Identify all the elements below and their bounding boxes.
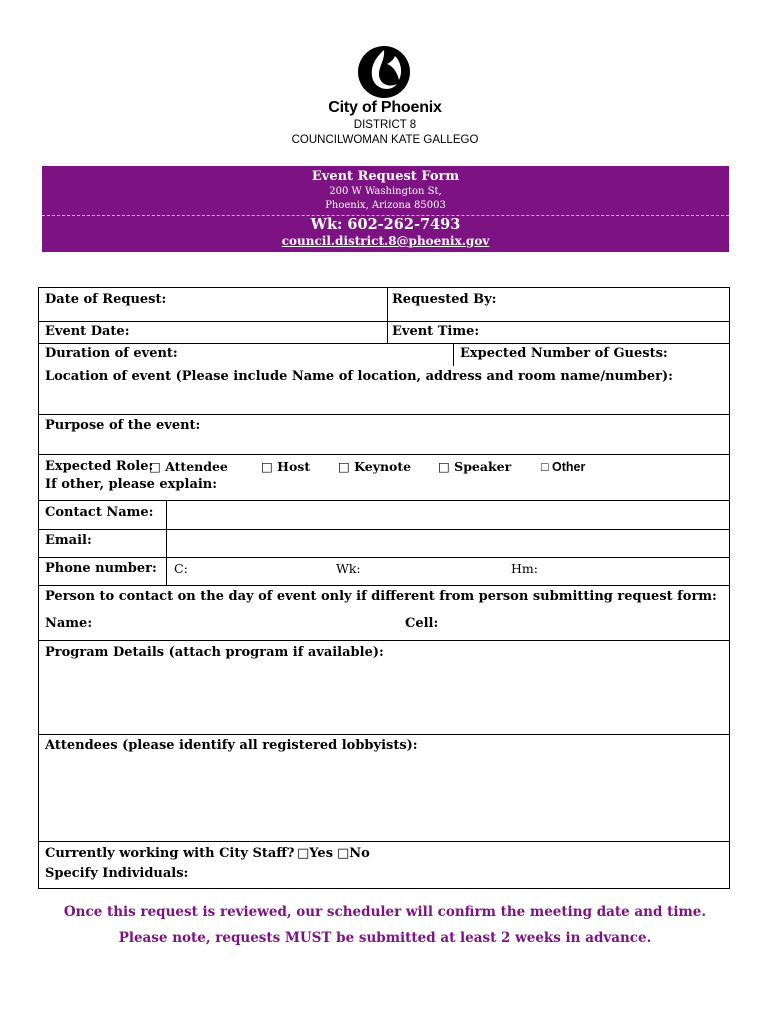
phone-home-field[interactable]: Hm: xyxy=(511,561,538,576)
program-details-field[interactable]: Program Details (attach program if available): xyxy=(45,645,384,660)
event-time-field[interactable]: Event Time: xyxy=(392,324,480,339)
phone-cell-field[interactable]: C: xyxy=(174,561,188,576)
contact-name-label: Contact Name: xyxy=(45,505,154,520)
requested-by-field[interactable]: Requested By: xyxy=(392,292,497,307)
day-of-contact-label: Person to contact on the day of event only if different from person submitting request form: xyxy=(45,589,717,604)
phoenix-bird-logo xyxy=(355,42,413,100)
phone-number-label: Phone number: xyxy=(45,561,157,576)
expected-guests-field[interactable]: Expected Number of Guests: xyxy=(460,346,668,361)
city-staff-yes-checkbox[interactable]: □Yes xyxy=(297,846,334,861)
event-request-form xyxy=(38,287,730,889)
day-contact-cell-field[interactable]: Cell: xyxy=(405,616,439,631)
role-other-checkbox[interactable]: □ Other xyxy=(541,460,586,474)
location-field[interactable]: Location of event (Please include Name of location, address and room name/number): xyxy=(45,369,673,384)
form-title: Event Request Form xyxy=(311,169,460,184)
address-line-2: Phoenix, Arizona 85003 xyxy=(325,200,446,211)
org-name: City of Phoenix xyxy=(328,99,442,116)
office-phone: Wk: 602-262-7493 xyxy=(310,216,461,233)
office-email-link[interactable]: council.district.8@phoenix.gov xyxy=(281,234,490,248)
role-keynote-checkbox[interactable]: □ Keynote xyxy=(338,459,412,474)
day-contact-name-field[interactable]: Name: xyxy=(45,616,93,631)
city-staff-no-checkbox[interactable]: □No xyxy=(337,846,370,861)
expected-role-label: Expected Role: xyxy=(45,459,154,474)
purpose-field[interactable]: Purpose of the event: xyxy=(45,418,201,433)
role-attendee-checkbox[interactable]: □ Attendee xyxy=(149,459,228,474)
contact-banner xyxy=(42,166,729,252)
specify-individuals-field[interactable]: Specify Individuals: xyxy=(45,866,189,881)
review-note: Once this request is reviewed, our scheduler will confirm the meeting date and time. xyxy=(63,904,707,920)
council-label: COUNCILWOMAN KATE GALLEGO xyxy=(291,134,479,146)
if-other-field[interactable]: If other, please explain: xyxy=(45,477,218,492)
city-staff-label: Currently working with City Staff? xyxy=(45,846,295,861)
phone-work-field[interactable]: Wk: xyxy=(336,561,361,576)
address-line-1: 200 W Washington St, xyxy=(329,186,442,197)
role-host-checkbox[interactable]: □ Host xyxy=(261,459,311,474)
role-speaker-checkbox[interactable]: □ Speaker xyxy=(438,459,512,474)
district-label: DISTRICT 8 xyxy=(353,119,417,131)
duration-field[interactable]: Duration of event: xyxy=(45,346,178,361)
deadline-note: Please note, requests MUST be submitted at least 2 weeks in advance. xyxy=(118,930,652,946)
event-date-field[interactable]: Event Date: xyxy=(45,324,130,339)
email-label: Email: xyxy=(45,533,92,548)
attendees-field[interactable]: Attendees (please identify all registered lobbyists): xyxy=(45,738,418,753)
date-of-request-field[interactable]: Date of Request: xyxy=(45,292,167,307)
